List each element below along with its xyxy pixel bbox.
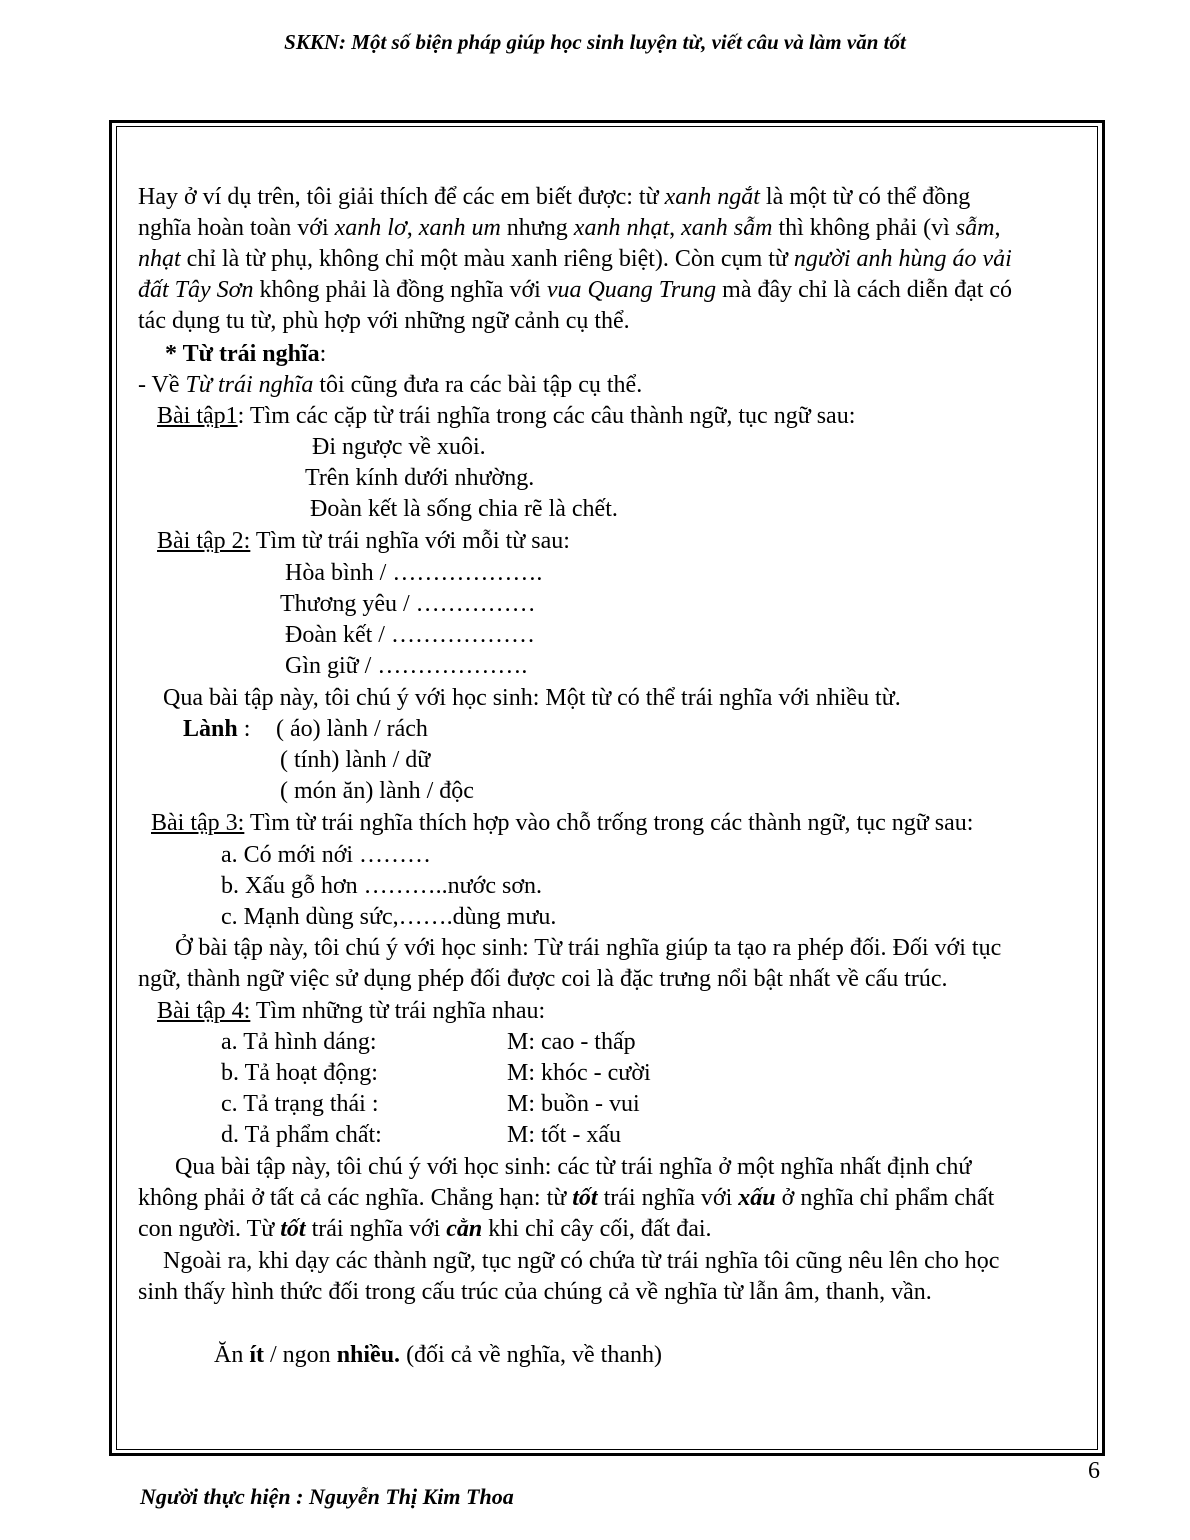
exercise1-item: Đoàn kết là sống chia rẽ là chết. <box>310 496 618 522</box>
keyword-can: cằn <box>446 1216 483 1242</box>
keyword-nhieu: nhiều. <box>336 1342 401 1368</box>
text: ở nghĩa chỉ phẩm chất <box>775 1185 995 1211</box>
exercise4-row-example: M: khóc - cười <box>507 1060 651 1086</box>
para1-line3 <box>138 244 1012 275</box>
exercise2-title <box>157 526 570 557</box>
term: xanh sẫm <box>681 215 773 241</box>
text: là một từ có thể đồng <box>759 184 971 210</box>
term: nhạt <box>138 246 181 272</box>
text: thì không phải (vì <box>772 215 956 241</box>
exercise2-item: Thương yêu / …………… <box>280 591 536 617</box>
text: (đối cả về nghĩa, về thanh) <box>400 1342 662 1368</box>
note5-line2: sinh thấy hình thức đối trong cấu trúc của chúng cả về nghĩa từ lẫn âm, thanh, vần. <box>138 1279 932 1305</box>
term: vua Quang Trung <box>546 277 717 303</box>
note-exercise4-line3 <box>138 1214 712 1245</box>
exercise-label: Bài tập 2: <box>157 528 251 554</box>
exercise1-item: Đi ngược về xuôi. <box>312 434 486 460</box>
text: Tìm từ trái nghĩa thích hợp vào chỗ trống trong các thành ngữ, tục ngữ sau: <box>244 810 974 836</box>
exercise4-row-label: c. Tả trạng thái : <box>221 1091 379 1117</box>
text: Ăn <box>214 1342 250 1368</box>
text: , <box>994 215 1001 241</box>
text: nhưng <box>500 215 574 241</box>
text: trái nghĩa với <box>305 1216 447 1242</box>
term: Từ trái nghĩa <box>185 372 314 398</box>
term: xanh lơ <box>334 215 407 241</box>
text: - Về <box>138 372 186 398</box>
text: Hay ở ví dụ trên, tôi giải thích để các em biết được: từ <box>138 184 665 210</box>
keyword-it: ít <box>249 1342 265 1368</box>
exercise3-item: b. Xấu gỗ hơn ………..nước sơn. <box>221 873 543 899</box>
exercise3-title <box>151 808 973 839</box>
text: không phải ở tất cả các nghĩa. Chẳng hạn: từ <box>138 1185 573 1211</box>
text: , <box>669 215 682 241</box>
exercise4-row-example: M: buồn - vui <box>507 1091 640 1117</box>
exercise2-item: Đoàn kết / ……………… <box>285 622 535 648</box>
note-exercise3-line1: Ở bài tập này, tôi chú ý với học sinh: Từ trái nghĩa giúp ta tạo ra phép đối. Đối với tục <box>175 935 1002 961</box>
text: trái nghĩa với <box>597 1185 739 1211</box>
note-exercise2: Qua bài tập này, tôi chú ý với học sinh: Một từ có thể trái nghĩa với nhiều từ. <box>163 685 901 711</box>
text: / ngon <box>264 1342 337 1368</box>
lanh-item: ( món ăn) lành / độc <box>280 778 474 804</box>
text: tôi cũng đưa ra các bài tập cụ thể. <box>313 372 643 398</box>
exercise-label: Bài tập 3: <box>151 810 245 836</box>
text: Tìm những từ trái nghĩa nhau: <box>250 998 546 1024</box>
term-xanh-ngat: xanh ngắt <box>664 184 760 210</box>
exercise1-title <box>157 401 855 432</box>
para1-line4 <box>138 275 1012 306</box>
exercise1-item: Trên kính dưới nhường. <box>305 465 535 491</box>
text: Tìm từ trái nghĩa với mỗi từ sau: <box>250 528 570 554</box>
page-number: 6 <box>1088 1458 1100 1484</box>
lanh-word: Lành <box>183 716 238 742</box>
term: đất Tây Sơn <box>138 277 254 303</box>
exercise2-item: Gìn giữ / ………………. <box>285 653 528 679</box>
note-exercise4-line1: Qua bài tập này, tôi chú ý với học sinh: các từ trái nghĩa ở một nghĩa nhất định chứ <box>175 1154 972 1180</box>
text: : <box>237 716 251 742</box>
text: khi chỉ cây cối, đất đai. <box>482 1216 712 1242</box>
para1-line5: tác dụng tu từ, phù hợp với những ngữ cảnh cụ thể. <box>138 308 630 334</box>
text: không phải là đồng nghĩa với <box>253 277 547 303</box>
term: xanh nhạt <box>573 215 670 241</box>
text: : Tìm các cặp từ trái nghĩa trong các câu thành ngữ, tục ngữ sau: <box>237 403 856 429</box>
exercise4-row-label: d. Tả phẩm chất: <box>221 1122 382 1148</box>
note-exercise3-line2: ngữ, thành ngữ việc sử dụng phép đối được coi là đặc trưng nổi bật nhất về cấu trúc. <box>138 966 948 992</box>
text: : <box>319 341 327 367</box>
term: sẫm <box>955 215 995 241</box>
exercise4-title <box>157 996 545 1027</box>
note-exercise4-line2 <box>138 1183 994 1214</box>
para1-line2 <box>138 213 1000 244</box>
keyword-tot: tốt <box>572 1185 598 1211</box>
exercise2-item: Hòa bình / ………………. <box>285 560 543 586</box>
exercise-label: Bài tập 4: <box>157 998 251 1024</box>
keyword-tot: tốt <box>280 1216 306 1242</box>
lanh-item: ( áo) lành / rách <box>276 716 428 742</box>
text: mà đây chỉ là cách diễn đạt có <box>716 277 1013 303</box>
exercise-label: Bài tập1 <box>157 403 238 429</box>
exercise4-row-example: M: cao - thấp <box>507 1029 636 1055</box>
term: người anh hùng áo vải <box>793 246 1012 272</box>
text: chỉ là từ phụ, không chỉ một màu xanh riêng biệt). Còn cụm từ <box>180 246 794 272</box>
section-heading <box>165 339 326 370</box>
exercise3-item: c. Mạnh dùng sức,…….dùng mưu. <box>221 904 557 930</box>
keyword-xau: xấu <box>738 1185 776 1211</box>
exercise4-row-label: a. Tả hình dáng: <box>221 1029 377 1055</box>
term: xanh um <box>418 215 501 241</box>
example-line <box>214 1340 662 1371</box>
text: , <box>406 215 419 241</box>
page-footer: Người thực hiện : Nguyễn Thị Kim Thoa <box>140 1484 514 1509</box>
exercise3-item: a. Có mới nới ……… <box>221 842 432 868</box>
text: nghĩa hoàn toàn với <box>138 215 335 241</box>
page-header: SKKN: Một số biện pháp giúp học sinh luyện từ, viết câu và làm văn tốt <box>284 30 906 54</box>
para1-line1 <box>138 182 970 213</box>
lanh-item: ( tính) lành / dữ <box>280 747 431 773</box>
heading-text: * Từ trái nghĩa <box>165 341 320 367</box>
exercise4-row-label: b. Tả hoạt động: <box>221 1060 378 1086</box>
exercise4-row-example: M: tốt - xấu <box>507 1122 621 1148</box>
intro-line <box>138 370 642 401</box>
lanh-label <box>183 714 250 745</box>
note5-line1: Ngoài ra, khi dạy các thành ngữ, tục ngữ có chứa từ trái nghĩa tôi cũng nêu lên cho học <box>163 1248 1000 1274</box>
text: con người. Từ <box>138 1216 281 1242</box>
